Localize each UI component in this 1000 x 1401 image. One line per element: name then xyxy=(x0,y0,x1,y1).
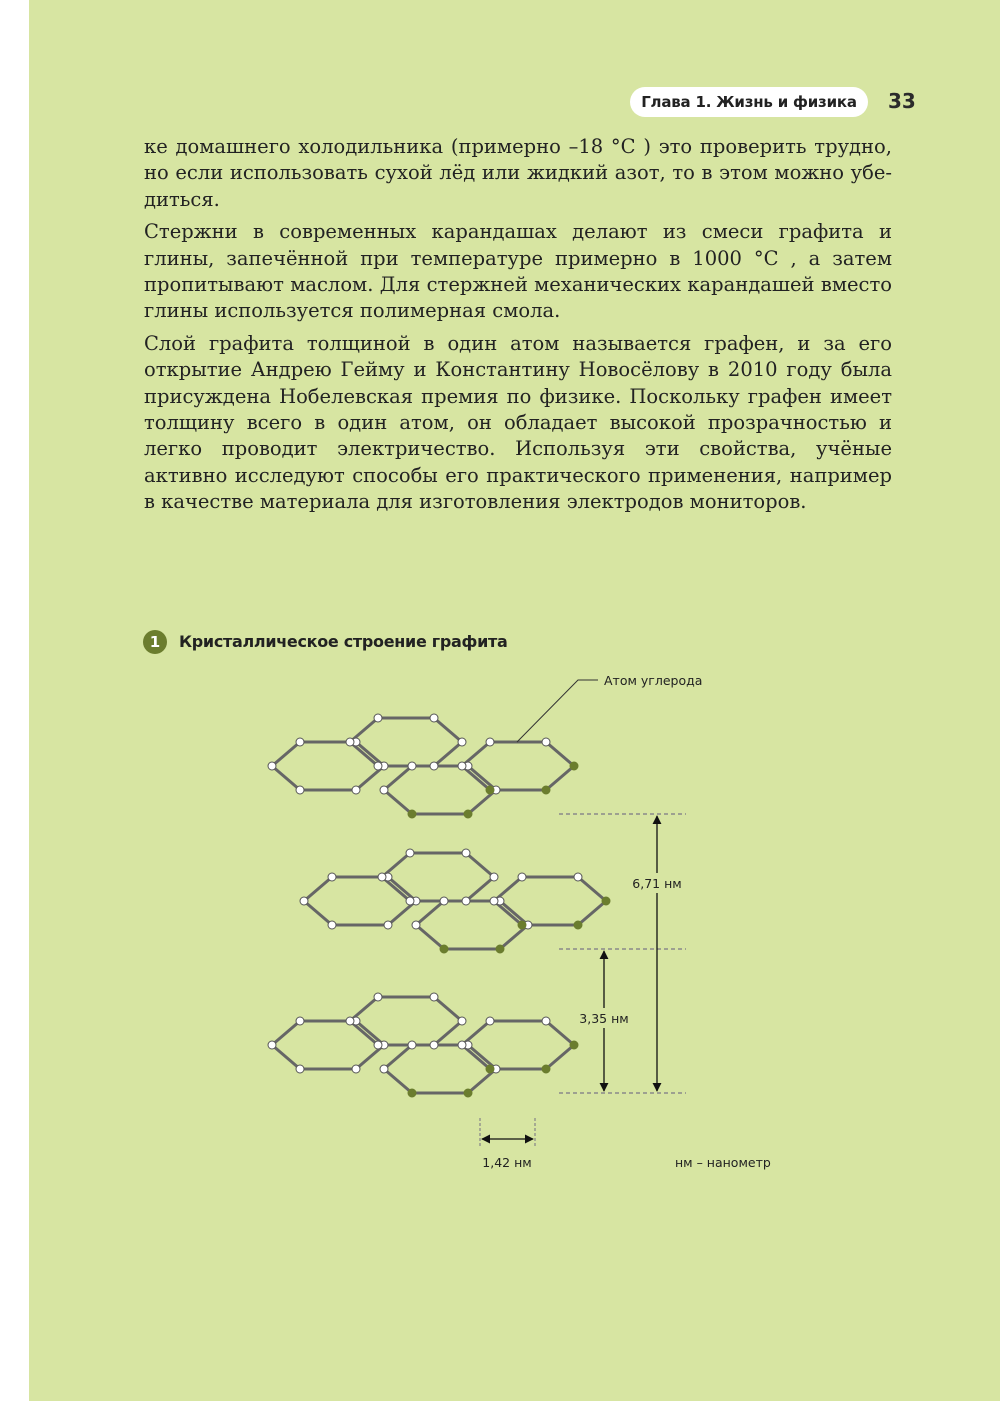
interlayer-single-label: 3,35 нм xyxy=(579,1011,629,1026)
carbon-atom xyxy=(346,1017,354,1025)
carbon-atom xyxy=(430,993,438,1001)
hexagon-bond-ring xyxy=(462,1021,574,1069)
carbon-atom xyxy=(268,762,276,770)
hexagon-bond-ring xyxy=(272,742,384,790)
carbon-atom xyxy=(296,1065,304,1073)
carbon-atom xyxy=(490,873,498,881)
figure-number-badge: 1 xyxy=(143,630,167,654)
carbon-atom xyxy=(542,738,550,746)
carbon-atom xyxy=(570,1041,578,1049)
graphite-layer xyxy=(300,849,610,953)
carbon-atom xyxy=(542,1065,550,1073)
carbon-atom xyxy=(408,1041,416,1049)
graphite-layer xyxy=(268,993,578,1097)
carbon-atom xyxy=(406,897,414,905)
carbon-atom xyxy=(430,762,438,770)
carbon-atom xyxy=(374,762,382,770)
hexagon-bond-ring xyxy=(384,766,496,814)
carbon-atom xyxy=(268,1041,276,1049)
carbon-atom xyxy=(380,786,388,794)
carbon-atom xyxy=(328,921,336,929)
carbon-atom xyxy=(464,810,472,818)
carbon-atom xyxy=(574,873,582,881)
interlayer-double-label: 6,71 нм xyxy=(632,876,682,891)
carbon-atom xyxy=(458,1041,466,1049)
carbon-atom xyxy=(458,762,466,770)
hexagon-bond-ring xyxy=(416,901,528,949)
carbon-atom xyxy=(296,1017,304,1025)
carbon-atom xyxy=(378,873,386,881)
carbon-atom xyxy=(440,897,448,905)
carbon-atom xyxy=(430,714,438,722)
chapter-header: Глава 1. Жизнь и физика xyxy=(630,87,868,117)
page-number: 33 xyxy=(888,89,916,113)
carbon-atom xyxy=(542,786,550,794)
carbon-atom xyxy=(374,1041,382,1049)
carbon-atom xyxy=(408,810,416,818)
carbon-atom xyxy=(296,786,304,794)
hexagon-bond-ring xyxy=(350,997,462,1045)
carbon-atom xyxy=(384,921,392,929)
carbon-atom xyxy=(408,1089,416,1097)
carbon-atom xyxy=(440,945,448,953)
hexagon-bond-ring xyxy=(494,877,606,925)
carbon-atom xyxy=(412,921,420,929)
carbon-atom xyxy=(380,1065,388,1073)
carbon-atom xyxy=(352,1065,360,1073)
graphite-layer xyxy=(268,714,578,818)
carbon-atom xyxy=(602,897,610,905)
carbon-atom xyxy=(486,786,494,794)
hexagon-bond-ring xyxy=(462,742,574,790)
carbon-atom xyxy=(490,897,498,905)
paragraph: ке домашнего холодильника (примерно –18 °C ) это проверить трудно, но если использовать сухой лёд или жидкий азот, то в этом можно убедиться. xyxy=(144,135,892,211)
carbon-atom xyxy=(408,762,416,770)
carbon-atom xyxy=(518,873,526,881)
graphite-layers xyxy=(268,714,610,1097)
carbon-atom xyxy=(486,1065,494,1073)
carbon-atom-label: Атом углерода xyxy=(604,673,703,688)
carbon-atom xyxy=(374,714,382,722)
paragraph: Слой графита толщиной в один атом называется графен, и за его открытие Андрею Гейму и Константину Новосёлову в 2010 году была присуждена Нобелевская премия по физике. Поскольку графен имеет толщину всего в один атом, он обладает высокой прозрачностью и легко проводит электричество. Используя эти свойства, учёные активно исследуют способы его практического применения, например в качестве материала для изготовления электродов мониторов. xyxy=(144,331,892,514)
carbon-atom xyxy=(496,945,504,953)
carbon-atom xyxy=(296,738,304,746)
carbon-atom xyxy=(346,738,354,746)
carbon-atom xyxy=(328,873,336,881)
carbon-atom xyxy=(518,921,526,929)
carbon-atom xyxy=(374,993,382,1001)
carbon-atom xyxy=(542,1017,550,1025)
hexagon-bond-ring xyxy=(350,718,462,766)
paragraph: Стержни в современных карандашах делают из смеси графита и глины, запечённой при температуре примерно в 1000 °C , а затем пропитывают маслом. Для стержней механических карандашей вместо глины используется полимерная смола. xyxy=(144,220,892,323)
carbon-atom xyxy=(458,738,466,746)
carbon-atom xyxy=(574,921,582,929)
carbon-atom xyxy=(486,1017,494,1025)
carbon-atom xyxy=(406,849,414,857)
carbon-atom xyxy=(430,1041,438,1049)
carbon-atom xyxy=(462,897,470,905)
hexagon-bond-ring xyxy=(382,853,494,901)
carbon-atom xyxy=(464,1089,472,1097)
carbon-atom xyxy=(462,849,470,857)
figure-title: Кристаллическое строение графита xyxy=(179,632,508,651)
hexagon-bond-ring xyxy=(272,1021,384,1069)
unit-note: нм – нанометр xyxy=(675,1155,771,1170)
carbon-atom-leader-line xyxy=(517,680,598,742)
hexagon-bond-ring xyxy=(384,1045,496,1093)
bond-length-label: 1,42 нм xyxy=(482,1155,532,1170)
hexagon-bond-ring xyxy=(304,877,416,925)
carbon-atom xyxy=(570,762,578,770)
carbon-atom xyxy=(458,1017,466,1025)
carbon-atom xyxy=(352,786,360,794)
carbon-atom xyxy=(486,738,494,746)
carbon-atom xyxy=(300,897,308,905)
